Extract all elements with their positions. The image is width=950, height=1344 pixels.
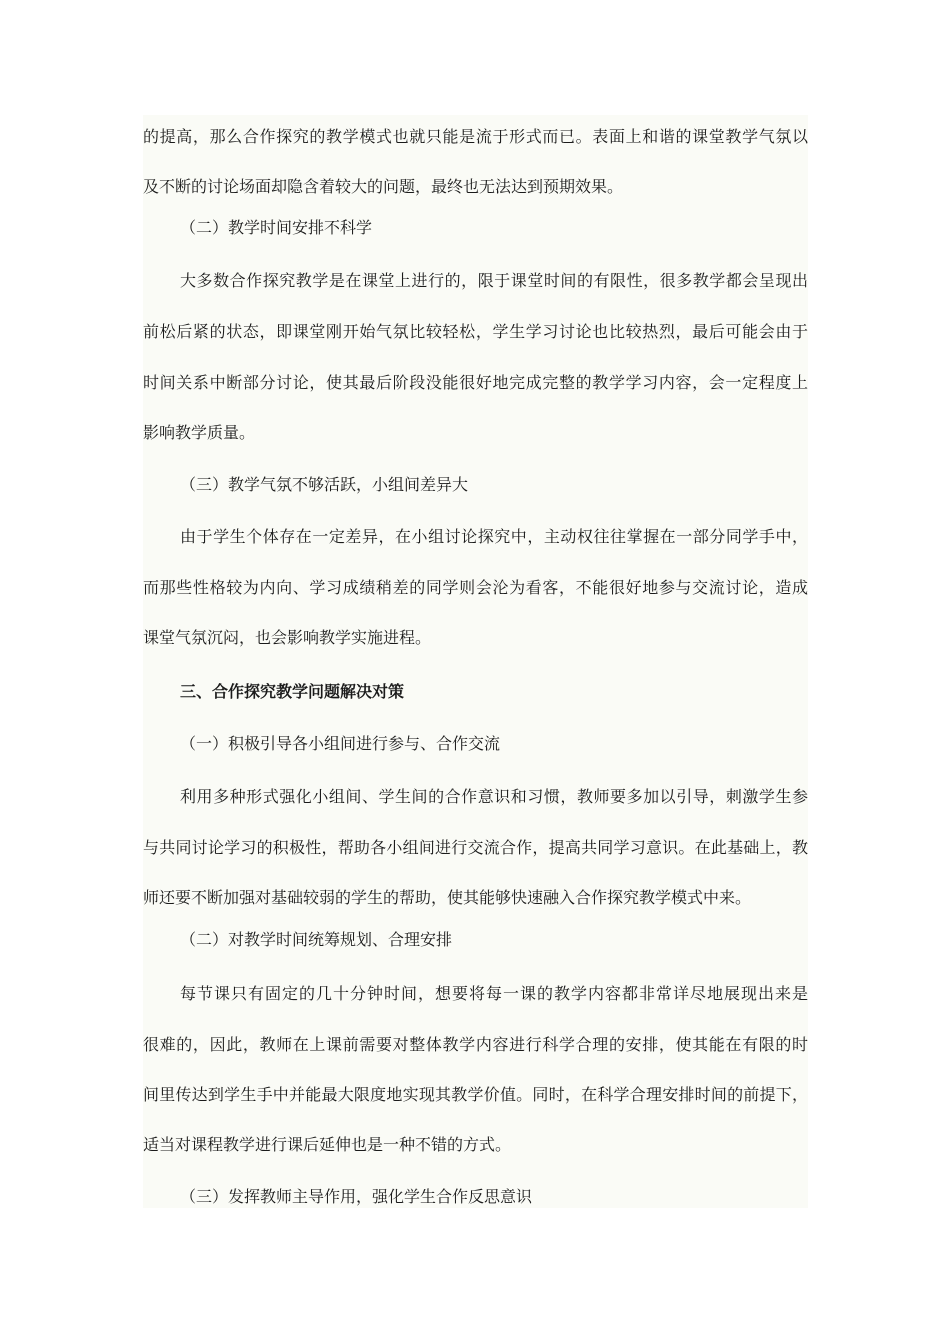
paragraph-line: 每节课只有固定的几十分钟时间，想要将每一课的教学内容都非常详尽地展现出来是	[180, 984, 808, 1003]
paragraph-line: 及不断的讨论场面却隐含着较大的问题，最终也无法达到预期效果。	[143, 177, 624, 196]
paragraph-line: 的提高，那么合作探究的教学模式也就只能是流于形式而已。表面上和谐的课堂教学气氛以	[143, 127, 808, 146]
paragraph-line: 而那些性格较为内向、学习成绩稍差的同学则会沦为看客，不能很好地参与交流讨论，造成	[143, 578, 808, 597]
section-heading-2b: （二）对教学时间统筹规划、合理安排	[180, 930, 453, 949]
paragraph-line: 间里传达到学生手中并能最大限度地实现其教学价值。同时，在科学合理安排时间的前提下，	[143, 1085, 808, 1104]
paragraph-line: 影响教学质量。	[143, 423, 256, 442]
paragraph-line: 由于学生个体存在一定差异，在小组讨论探究中，主动权往往掌握在一部分同学手中，	[180, 527, 808, 546]
section-heading-3: （三）教学气氛不够活跃，小组间差异大	[180, 475, 469, 494]
paragraph-line: 很难的，因此，教师在上课前需要对整体教学内容进行科学合理的安排，使其能在有限的时	[143, 1035, 808, 1054]
paragraph-line: 适当对课程教学进行课后延伸也是一种不错的方式。	[143, 1135, 512, 1154]
section-heading-3b: （三）发挥教师主导作用，强化学生合作反思意识	[180, 1187, 533, 1206]
section-heading-2: （二）教学时间安排不科学	[180, 218, 373, 237]
paragraph-line: 与共同讨论学习的积极性，帮助各小组间进行交流合作，提高共同学习意识。在此基础上，教	[143, 838, 808, 857]
paragraph-line: 前松后紧的状态，即课堂刚开始气氛比较轻松，学生学习讨论也比较热烈，最后可能会由于	[143, 322, 808, 341]
paragraph-line: 课堂气氛沉闷，也会影响教学实施进程。	[143, 628, 432, 647]
section-heading-1: （一）积极引导各小组间进行参与、合作交流	[180, 734, 501, 753]
chapter-heading: 三、合作探究教学问题解决对策	[180, 682, 405, 701]
paragraph-line: 大多数合作探究教学是在课堂上进行的，限于课堂时间的有限性，很多教学都会呈现出	[180, 271, 808, 290]
paragraph-line: 利用多种形式强化小组间、学生间的合作意识和习惯，教师要多加以引导，刺激学生参	[180, 787, 808, 806]
paragraph-line: 时间关系中断部分讨论，使其最后阶段没能很好地完成完整的教学学习内容，会一定程度上	[143, 373, 808, 392]
paragraph-line: 师还要不断加强对基础较弱的学生的帮助，使其能够快速融入合作探究教学模式中来。	[143, 888, 752, 907]
